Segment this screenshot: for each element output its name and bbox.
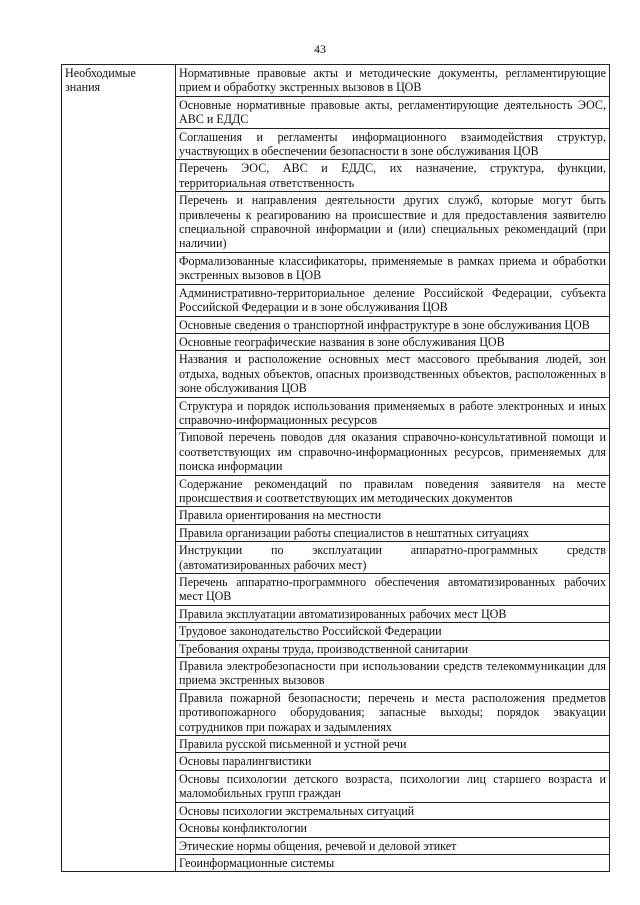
knowledge-item: Перечень аппаратно-программного обеспечения автоматизированных рабочих мест ЦОВ <box>176 574 610 606</box>
knowledge-item: Основные географические названия в зоне обслуживания ЦОВ <box>176 333 610 350</box>
knowledge-item: Соглашения и регламенты информационного взаимодействия структур, участвующих в обеспечении безопасности в зоне обслуживания ЦОВ <box>176 128 610 160</box>
knowledge-item: Основные сведения о транспортной инфраструктуре в зоне обслуживания ЦОВ <box>176 316 610 333</box>
knowledge-item: Структура и порядок использования применяемых в работе электронных и иных справочно-информационных ресурсов <box>176 397 610 429</box>
knowledge-item: Основы психологии экстремальных ситуаций <box>176 802 610 819</box>
knowledge-item: Правила организации работы специалистов в нештатных ситуациях <box>176 524 610 541</box>
knowledge-item: Основы конфликтологии <box>176 820 610 837</box>
knowledge-item: Содержание рекомендаций по правилам поведения заявителя на месте происшествия и соответствующих им методических документов <box>176 475 610 507</box>
knowledge-item: Названия и расположение основных мест массового пребывания людей, зон отдыха, водных объектов, опасных производственных объектов, расположенных в зоне обслуживания ЦОВ <box>176 351 610 397</box>
knowledge-item: Правила эксплуатации автоматизированных рабочих мест ЦОВ <box>176 605 610 622</box>
knowledge-item: Перечень и направления деятельности других служб, которые могут быть привлечены к реагированию на происшествие и для предоставления заявителю специальной справочной информации и (или) специальных рекомендаций (при наличии) <box>176 192 610 253</box>
knowledge-item: Основы психологии детского возраста, психологии лиц старшего возраста и маломобильных групп граждан <box>176 770 610 802</box>
knowledge-item: Трудовое законодательство Российской Федерации <box>176 623 610 640</box>
knowledge-item: Перечень ЭОС, АВС и ЕДДС, их назначение, структура, функции, территориальная ответственность <box>176 160 610 192</box>
knowledge-item: Инструкции по эксплуатации аппаратно-программных средств (автоматизированных рабочих мест) <box>176 542 610 574</box>
knowledge-item: Типовой перечень поводов для оказания справочно-консультативной помощи и соответствующих им справочно-информационных ресурсов, применяемых для поиска информации <box>176 429 610 475</box>
knowledge-item: Правила ориентирования на местности <box>176 507 610 524</box>
knowledge-item: Административно-территориальное деление Российской Федерации, субъекта Российской Федерации и в зоне обслуживания ЦОВ <box>176 284 610 316</box>
category-cell: Необходимые знания <box>62 65 176 872</box>
knowledge-item: Основные нормативные правовые акты, регламентирующие деятельность ЭОС, АВС и ЕДДС <box>176 96 610 128</box>
knowledge-item: Правила русской письменной и устной речи <box>176 736 610 753</box>
knowledge-item: Этические нормы общения, речевой и деловой этикет <box>176 837 610 854</box>
knowledge-item: Правила пожарной безопасности; перечень и места расположения предметов противопожарного оборудования; запасные выходы; порядок эвакуации сотрудников при пожарах и задымлениях <box>176 689 610 735</box>
knowledge-table-body <box>62 65 610 872</box>
knowledge-item: Требования охраны труда, производственной санитарии <box>176 640 610 657</box>
page-number: 43 <box>314 42 326 56</box>
knowledge-item: Геоинформационные системы <box>176 854 610 871</box>
knowledge-item: Формализованные классификаторы, применяемые в рамках приема и обработки экстренных вызовов в ЦОВ <box>176 252 610 284</box>
knowledge-item: Правила электробезопасности при использовании средств телекоммуникации для приема экстренных вызовов <box>176 658 610 690</box>
knowledge-item: Нормативные правовые акты и методические документы, регламентирующие прием и обработку экстренных вызовов в ЦОВ <box>176 65 610 97</box>
knowledge-item: Основы паралингвистики <box>176 753 610 770</box>
knowledge-table <box>61 64 610 872</box>
table-row <box>62 65 610 97</box>
